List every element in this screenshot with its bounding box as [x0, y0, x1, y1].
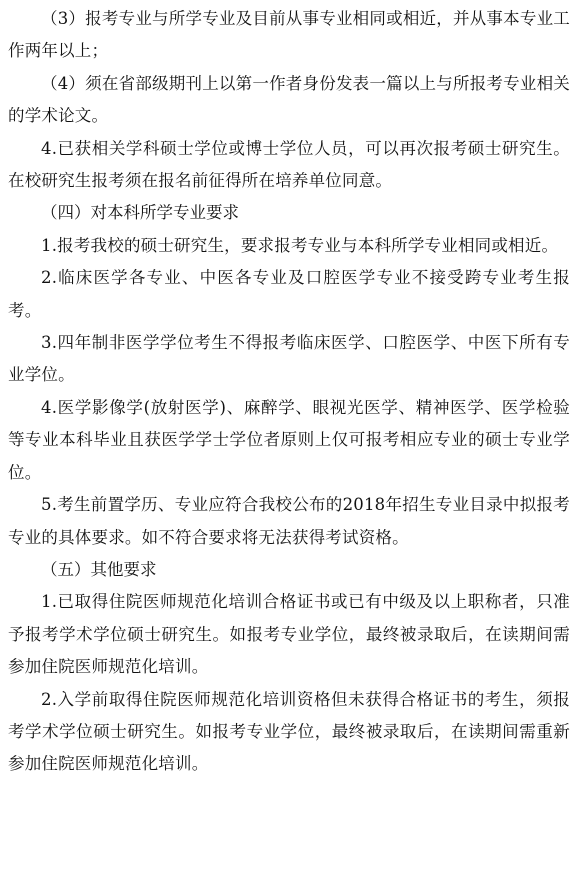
paragraph-requirement-3: （3）报考专业与所学专业及目前从事专业相同或相近，并从事本专业工作两年以上； [8, 9, 570, 61]
paragraph-major-item-4: 4.医学影像学(放射医学)、麻醉学、眼视光医学、精神医学、医学检验等专业本科毕业且获医学学士学位者原则上仅可报考相应专业的硕士专业学位。 [8, 397, 570, 482]
paragraph-other-item-1: 1.已取得住院医师规范化培训合格证书或已有中级及以上职称者，只准予报考学术学位硕士研究生。如报考专业学位，最终被录取后，在读期间需参加住院医师规范化培训。 [8, 592, 570, 677]
paragraph-major-item-2: 2.临床医学各专业、中医各专业及口腔医学专业不接受跨专业考生报考。 [8, 268, 570, 320]
paragraph-major-item-5: 5.考生前置学历、专业应符合我校公布的2018年招生专业目录中拟报考专业的具体要求。如不符合要求将无法获得考试资格。 [8, 495, 570, 547]
paragraph-requirement-4: （4）须在省部级期刊上以第一作者身份发表一篇以上与所报考专业相关的学术论文。 [8, 73, 570, 126]
paragraph-major-item-1: 1.报考我校的硕士研究生，要求报考专业与本科所学专业相同或相近。 [41, 235, 559, 255]
section-heading-undergrad-major: （四）对本科所学专业要求 [41, 203, 239, 223]
paragraph-major-item-3: 3.四年制非医学学位考生不得报考临床医学、口腔医学、中医下所有专业学位。 [8, 333, 570, 385]
paragraph-item-4-degree-holders: 4.已获相关学科硕士学位或博士学位人员，可以再次报考硕士研究生。在校研究生报考须在报名前征得所在培养单位同意。 [8, 138, 570, 191]
section-heading-other-requirements: （五）其他要求 [41, 559, 157, 579]
paragraph-other-item-2: 2.入学前取得住院医师规范化培训资格但未获得合格证书的考生，须报考学术学位硕士研究生。如报考专业学位，最终被录取后，在读期间需重新参加住院医师规范化培训。 [8, 689, 570, 774]
